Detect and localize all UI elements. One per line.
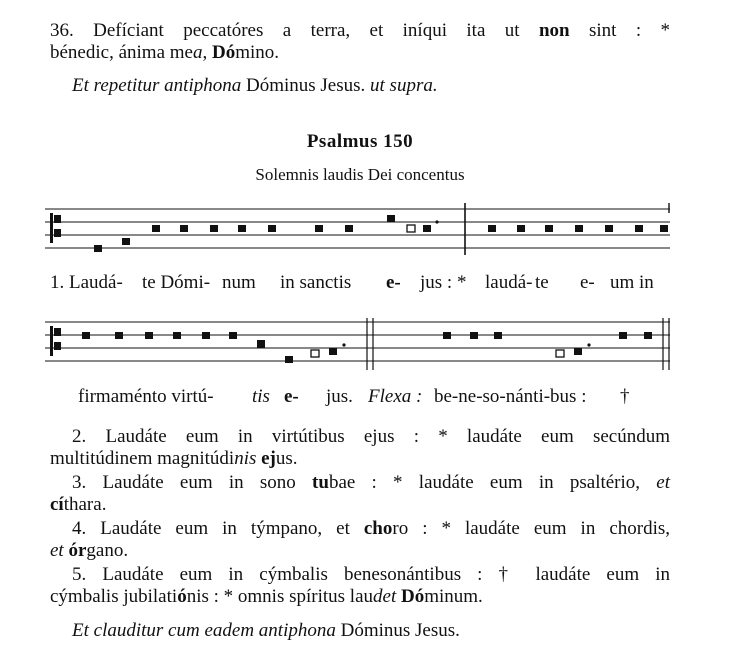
verse-4: 4. Laudáte eum in týmpano, et choro : * laudáte eum in chordis, et órgano.	[50, 518, 670, 561]
verse-36	[50, 20, 670, 64]
verse-36-line2: bénedic, ánima mea, Dómino.	[50, 42, 280, 63]
c-clef-icon	[50, 326, 61, 356]
verse-2: 2. Laudáte eum in virtútibus ejus : * laudáte eum secúndum multitúdinem magnitúdinis ejus.	[50, 426, 670, 469]
verse-36-line1: 36. Defíciant peccatóres a terra, et iníqui ita ut non sint : *	[50, 20, 671, 41]
psalm-subtitle: Solemnis laudis Dei concentus	[255, 165, 465, 184]
rubric-repetitur: Et repetitur antiphona Dóminus Jesus. ut supra.	[72, 75, 438, 96]
chant-lyrics-2: firmaménto virtú- tis e- jus. Flexa : be-ne-so-nánti-bus : †	[78, 386, 630, 407]
c-clef-icon	[50, 213, 61, 243]
chant-staff-1	[45, 203, 675, 261]
chant-lyrics-1: 1. Laudá- te Dómi- num in sanctis e- jus : * laudá- te e- um in	[50, 272, 654, 293]
verse-5: 5. Laudáte eum in cýmbalis benesonántibus : † laudáte eum in cýmbalis jubilatiónis : * omnis spíritus laudet Dóminum.	[50, 564, 670, 607]
chant-staff-2	[45, 316, 675, 374]
neumes-staff-1	[94, 215, 668, 252]
rubric-clauditur: Et clauditur cum eadem antiphona Dóminus Jesus.	[72, 620, 460, 641]
verse-3: 3. Laudáte eum in sono tubae : * laudáte eum in psaltério, et cíthara.	[50, 472, 670, 515]
psalm-title: Psalmus 150	[306, 131, 414, 152]
